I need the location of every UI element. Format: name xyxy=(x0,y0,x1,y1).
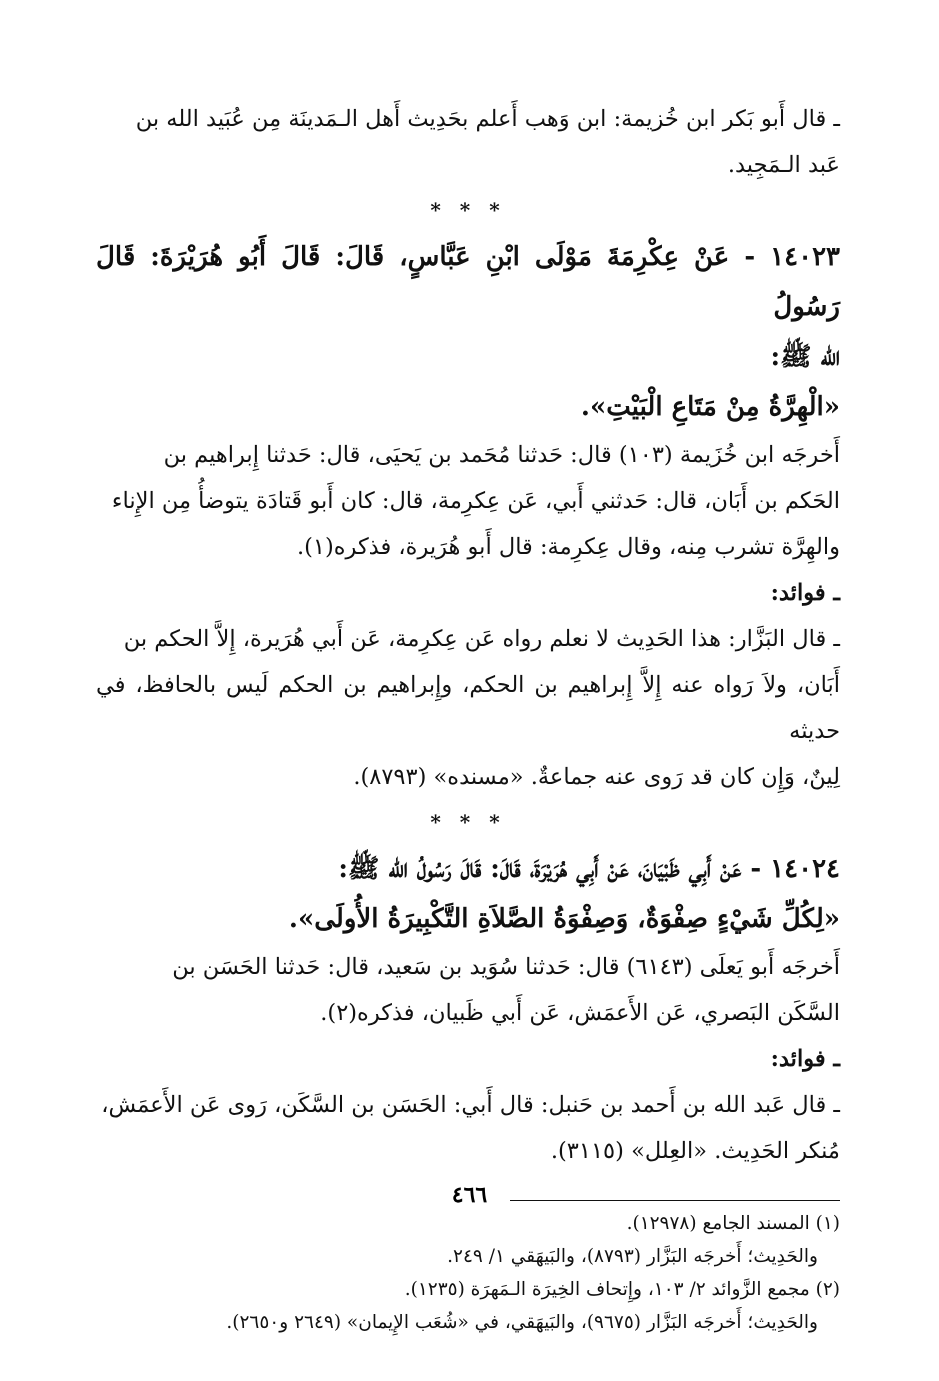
text-line: أَخرجَه أَبو يَعلَى (٦١٤٣) قال: حَدثنا سُوَيد بن سَعيد، قال: حَدثنا الحَسَن بن xyxy=(172,954,840,980)
footnote-line: والحَدِيث؛ أَخرجَه البَزَّار (٩٦٧٥)، والبَيهَقي، في «شُعَب الإِيمان» (٢٦٤٩ و٢٦٥٠). xyxy=(226,1312,818,1333)
text-line: والهِرَّة تشرب مِنه، وقال عِكرِمة: قال أَبو هُرَيرة، فذكره(١). xyxy=(296,534,840,560)
hadith-line: ١٤٠٢٣ - عَنْ عِكْرِمَةَ مَوْلَى ابْنِ عَبَّاسٍ، قَالَ: قَالَ أَبُو هُرَيْرَةَ: قَالَ رَسُولُ xyxy=(96,242,840,322)
hadith-line: «لِكُلِّ شَيْءٍ صِفْوَةٌ، وَصِفْوَةُ الصَّلاَةِ التَّكْبِيرَةُ الأُولَى». xyxy=(288,904,840,934)
hadith-line: الله ﷺ: xyxy=(770,342,840,372)
text-line: الحَكم بن أَبَان، قال: حَدثني أَبي، عَن عِكرِمة، قال: كان أَبو قَتادَة يتوضأُ مِن الإِناء xyxy=(111,488,840,514)
commentary-paragraph xyxy=(96,96,840,188)
main-text xyxy=(96,96,840,1174)
footnotes xyxy=(96,1207,840,1339)
text-line: أَخرجَه ابن خُزَيمة (١٠٣) قال: حَدثنا مُحَمد بن يَحيَى، قال: حَدثنا إِبراهيم بن xyxy=(163,442,840,468)
text-line: لِينٌ، وَإِن كان قد رَوى عنه جماعةٌ. «مسنده» (٨٧٩٣). xyxy=(353,764,840,790)
hadith-line: «الْهِرَّةُ مِنْ مَتَاعِ الْبَيْتِ». xyxy=(580,392,840,422)
text-line: ـ قال عَبد الله بن أَحمد بن حَنبل: قال أَبي: الحَسَن بن السَّكَن، رَوى عَن الأَعمَش، xyxy=(101,1092,840,1118)
text-line: السَّكَن البَصري، عَن الأَعمَش، عَن أَبي ظَبيان، فذكره(٢). xyxy=(320,1000,840,1026)
commentary-paragraph xyxy=(96,616,840,800)
section-heading: ـ فوائد: xyxy=(770,1046,840,1072)
hadith-block xyxy=(96,232,840,432)
footnote-line: (١) المسند الجامع (١٢٩٧٨). xyxy=(626,1213,840,1234)
footnote-line: والحَدِيث؛ أَخرجَه البَزَّار (٨٧٩٣)، والبَيهَقي ١/ ٢٤٩. xyxy=(447,1246,818,1267)
text-line: ـ قال البَزَّار: هذا الحَدِيث لا نعلم رواه عَن عِكرِمة، عَن أَبي هُرَيرة، إِلاَّ الحكم بن xyxy=(123,626,840,652)
book-page xyxy=(96,96,840,1356)
section-heading: ـ فوائد: xyxy=(770,580,840,606)
text-line: أَبَان، ولاَ رَواه عنه إِلاَّ إِبراهيم بن الحكم، وإِبراهيم بن الحكم لَيس بالحافظ، في حديثه xyxy=(96,672,840,744)
section-separator: * * * xyxy=(430,810,506,834)
commentary-paragraph xyxy=(96,432,840,570)
text-line: مُنكر الحَدِيث. «العِلل» (٣١١٥). xyxy=(550,1138,840,1164)
commentary-paragraph xyxy=(96,1082,840,1174)
section-separator: * * * xyxy=(430,198,506,222)
text-line: ـ قال أَبو بَكر ابن خُزيمة: ابن وَهب أَعلم بحَدِيث أَهل الـمَدينَة مِن عُبَيد الله بن xyxy=(135,106,840,132)
commentary-paragraph xyxy=(96,944,840,1036)
text-line: عَبد الـمَجِيد. xyxy=(727,152,840,178)
hadith-line: ١٤٠٢٤ - عَنْ أَبِي ظَبْيَانَ، عَنْ أَبِي هُرَيْرَةَ، قَالَ: قَالَ رَسُولُ الله ﷺ: xyxy=(338,854,840,884)
footnote-line: (٢) مجمع الزَّوائد ٢/ ١٠٣، وإِتحاف الخِيرَة الـمَهرَة (١٢٣٥). xyxy=(404,1279,840,1300)
page-number: ٤٦٦ xyxy=(451,1182,488,1207)
hadith-block xyxy=(96,844,840,944)
